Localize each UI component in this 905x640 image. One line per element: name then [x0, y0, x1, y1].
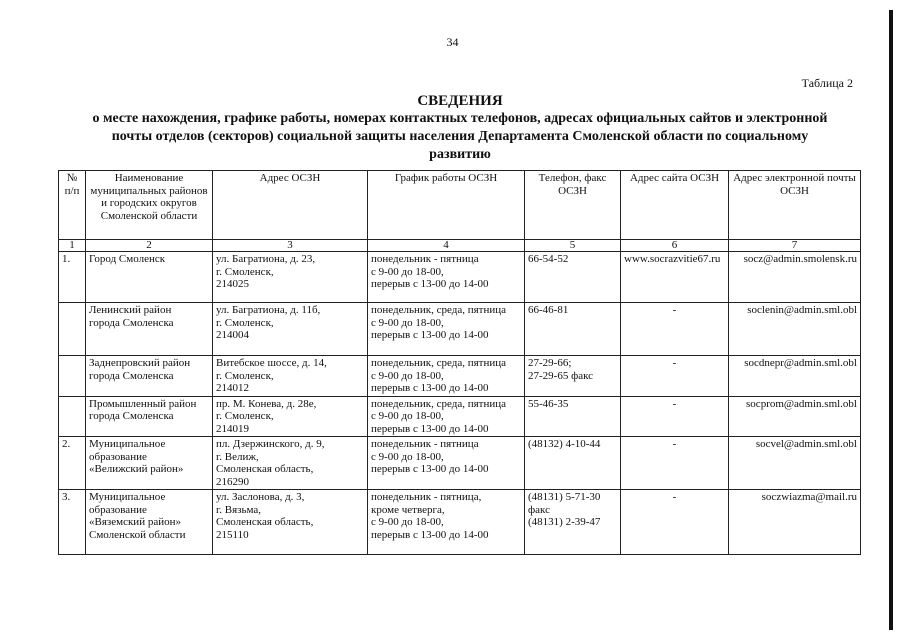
row-site: - — [621, 303, 729, 356]
column-number: 3 — [213, 240, 368, 252]
row-site: - — [621, 356, 729, 397]
row-name: Промышленный район города Смоленска — [86, 396, 213, 437]
column-number: 5 — [525, 240, 621, 252]
header-num: № п/п — [59, 171, 86, 240]
row-phone: 66-46-81 — [525, 303, 621, 356]
row-schedule: понедельник - пятница, кроме четверга, с 9-00 до 18-00, перерыв с 13-00 до 14-00 — [368, 490, 525, 555]
row-email: socvel@admin.sml.obl — [729, 437, 861, 490]
table-label: Таблица 2 — [801, 76, 853, 90]
row-phone: (48131) 5-71-30 факс (48131) 2-39-47 — [525, 490, 621, 555]
table-row — [59, 490, 861, 555]
row-address: пр. М. Конева, д. 28е, г. Смоленск, 214019 — [213, 396, 368, 437]
table-header-row — [59, 171, 861, 240]
row-address: Витебское шоссе, д. 14, г. Смоленск, 214012 — [213, 356, 368, 397]
column-number: 7 — [729, 240, 861, 252]
title-line-4: развитию — [429, 147, 491, 162]
row-site: - — [621, 490, 729, 555]
row-email: soclenin@admin.sml.obl — [729, 303, 861, 356]
row-email: socdnepr@admin.sml.obl — [729, 356, 861, 397]
header-site: Адрес сайта ОСЗН — [621, 171, 729, 240]
row-schedule: понедельник, среда, пятница с 9-00 до 18-00, перерыв с 13-00 до 14-00 — [368, 356, 525, 397]
table-row — [59, 437, 861, 490]
row-name: Муниципальное образование «Вяземский район» Смоленской области — [86, 490, 213, 555]
row-schedule: понедельник, среда, пятница с 9-00 до 18-00, перерыв с 13-00 до 14-00 — [368, 396, 525, 437]
column-number: 2 — [86, 240, 213, 252]
row-schedule: понедельник - пятница с 9-00 до 18-00, перерыв с 13-00 до 14-00 — [368, 252, 525, 303]
row-site: www.socrazvitie67.ru — [621, 252, 729, 303]
page-number: 34 — [446, 35, 459, 49]
column-number-row — [59, 240, 861, 252]
column-number: 1 — [59, 240, 86, 252]
header-email: Адрес электронной почты ОСЗН — [729, 171, 861, 240]
table-row — [59, 396, 861, 437]
row-num — [59, 356, 86, 397]
row-address: ул. Багратиона, д. 11б, г. Смоленск, 214004 — [213, 303, 368, 356]
table-row — [59, 356, 861, 397]
row-phone: 55-46-35 — [525, 396, 621, 437]
row-address: ул. Заслонова, д. 3, г. Вязьма, Смоленская область, 215110 — [213, 490, 368, 555]
row-address: пл. Дзержинского, д. 9, г. Велиж, Смоленская область, 216290 — [213, 437, 368, 490]
document-title — [60, 92, 860, 164]
row-phone: (48132) 4-10-44 — [525, 437, 621, 490]
row-num: 2. — [59, 437, 86, 490]
row-schedule: понедельник - пятница с 9-00 до 18-00, перерыв с 13-00 до 14-00 — [368, 437, 525, 490]
row-num — [59, 396, 86, 437]
row-address: ул. Багратиона, д. 23, г. Смоленск, 214025 — [213, 252, 368, 303]
header-phone: Телефон, факс ОСЗН — [525, 171, 621, 240]
row-schedule: понедельник, среда, пятница с 9-00 до 18-00, перерыв с 13-00 до 14-00 — [368, 303, 525, 356]
row-phone: 27-29-66; 27-29-65 факс — [525, 356, 621, 397]
column-number: 4 — [368, 240, 525, 252]
row-name: Город Смоленск — [86, 252, 213, 303]
row-num: 1. — [59, 252, 86, 303]
title-heading: СВЕДЕНИЯ — [417, 93, 503, 109]
title-line-3: почты отделов (секторов) социальной защиты населения Департамента Смоленской области по социальному — [111, 129, 809, 144]
row-email: socprom@admin.sml.obl — [729, 396, 861, 437]
header-address: Адрес ОСЗН — [213, 171, 368, 240]
header-name: Наименование муниципальных районов и городских округов Смоленской области — [86, 171, 213, 240]
row-site: - — [621, 437, 729, 490]
title-line-2: о месте нахождения, графике работы, номерах контактных телефонов, адресах официальных сайтов и электронной — [92, 111, 828, 126]
offices-table — [58, 170, 861, 555]
row-email: soczwiazma@mail.ru — [729, 490, 861, 555]
scan-edge-bar — [889, 10, 893, 630]
row-name: Ленинский район города Смоленска — [86, 303, 213, 356]
table-row — [59, 303, 861, 356]
row-name: Заднепровский район города Смоленска — [86, 356, 213, 397]
row-site: - — [621, 396, 729, 437]
row-phone: 66-54-52 — [525, 252, 621, 303]
column-number: 6 — [621, 240, 729, 252]
header-schedule: График работы ОСЗН — [368, 171, 525, 240]
row-email: socz@admin.smolensk.ru — [729, 252, 861, 303]
row-name: Муниципальное образование «Велижский район» — [86, 437, 213, 490]
row-num: 3. — [59, 490, 86, 555]
table-row — [59, 252, 861, 303]
row-num — [59, 303, 86, 356]
